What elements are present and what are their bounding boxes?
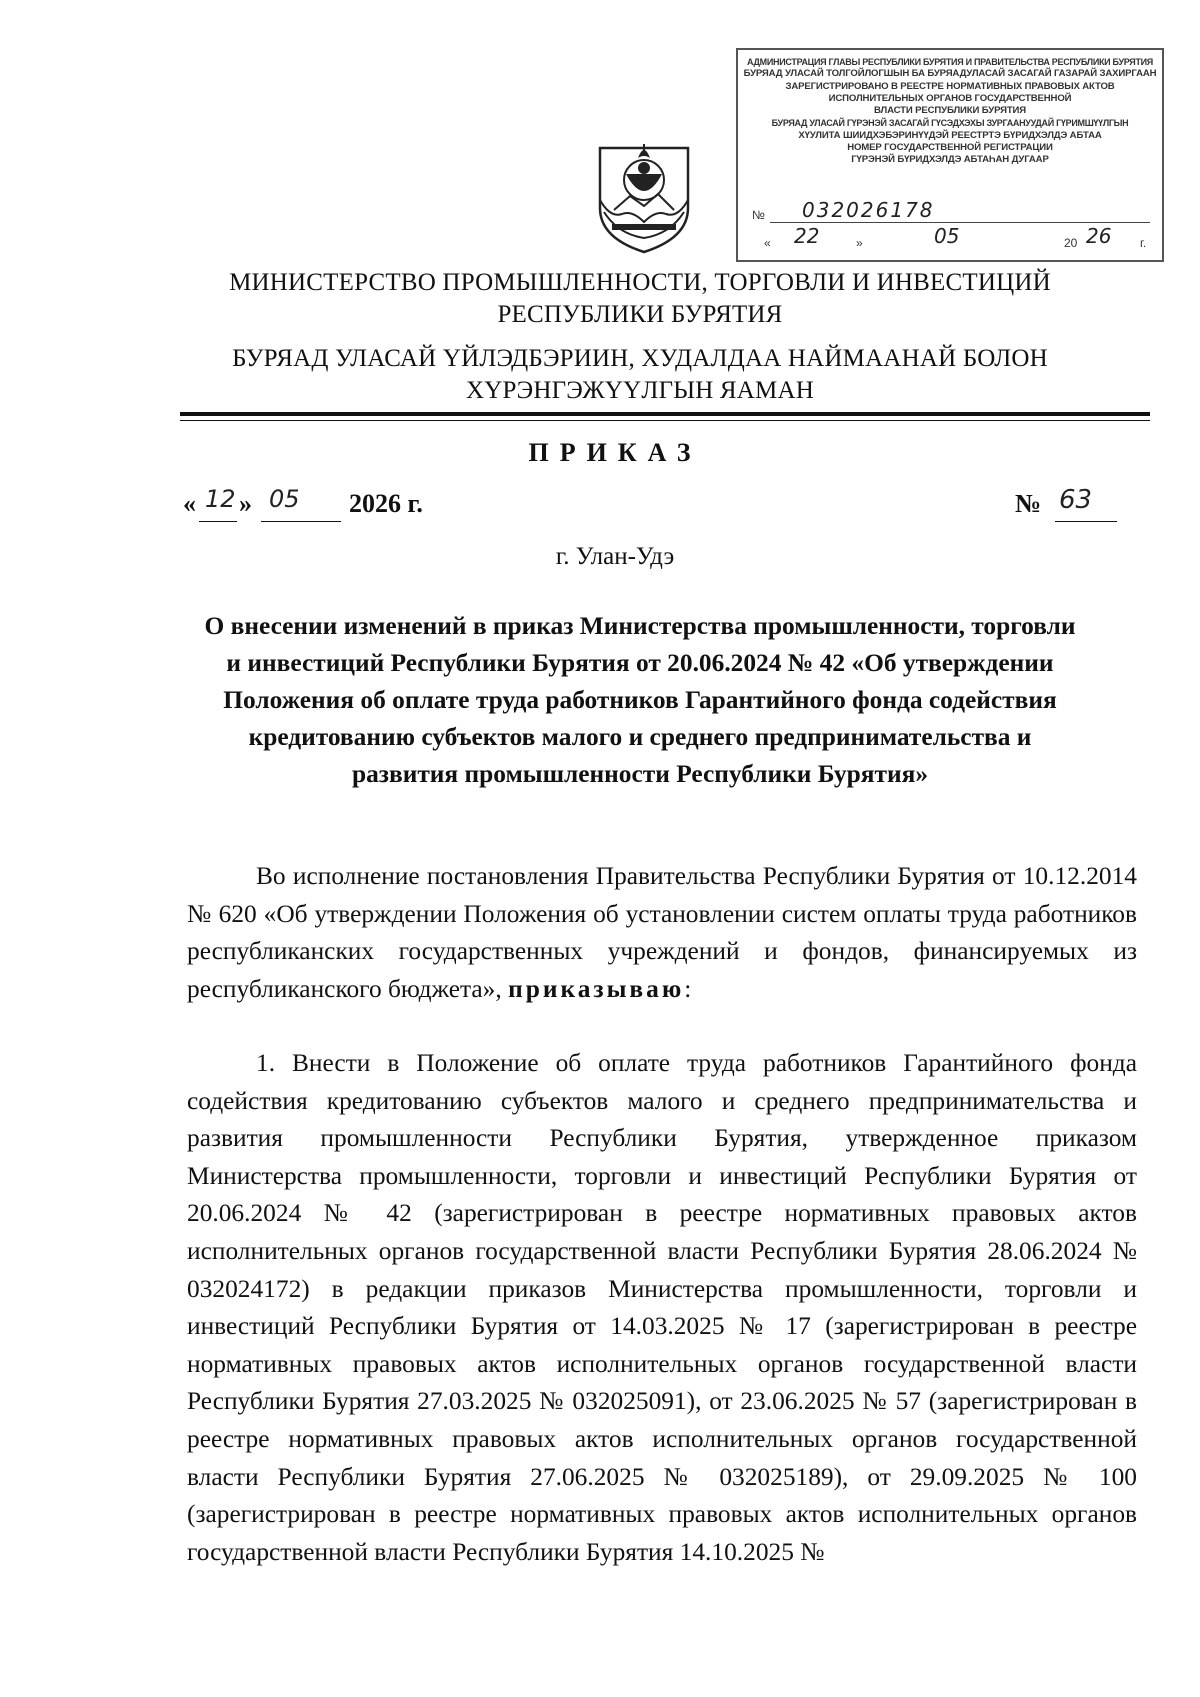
stamp-date-year-mark: г. (1140, 236, 1147, 250)
stamp-date-close-quote: » (856, 236, 863, 250)
number-underline (1055, 521, 1117, 522)
coat-of-arms-emblem (592, 138, 696, 256)
ministry-name-buryat (200, 343, 1080, 407)
stamp-date-month: 05 (934, 224, 960, 248)
stamp-line: БУРЯАД УЛАСАЙ ТОЛГОЙЛОГШЫН БА БУРЯАДУЛАСАЙ ЗАСАГАЙ ГАЗАРАЙ ЗАХИРГААН (743, 68, 1157, 80)
date-close-quote: » (239, 489, 252, 518)
registration-stamp (736, 48, 1164, 262)
date-day-underline (199, 521, 237, 522)
stamp-number-prefix: № (752, 208, 765, 222)
preamble-paragraph (187, 858, 1137, 1008)
stamp-number-underline (770, 222, 1150, 223)
document-type-heading: ПРИКАЗ (528, 438, 702, 467)
stamp-line: ИСПОЛНИТЕЛЬНЫХ ОРГАНОВ ГОСУДАРСТВЕННОЙ (828, 92, 1072, 104)
stamp-line: ВЛАСТИ РЕСПУБЛИКИ БУРЯТИЯ (873, 105, 1027, 117)
ministry-name-ru-line1: МИНИСТЕРСТВО ПРОМЫШЛЕННОСТИ, ТОРГОВЛИ И ИНВЕСТИЦИЙ (229, 269, 1051, 296)
date-month: 05 (269, 485, 300, 513)
stamp-date-year-suffix: 26 (1086, 224, 1112, 248)
header-divider-thick (180, 412, 1150, 416)
preamble-text: Во исполнение постановления Правительства Республики Бурятия от 10.12.2014 № 620 «Об утверждении Положения об установлении систем оплаты труда работников республиканских государственных учреждений и фондов, финансируемых из республиканского бюджета», (187, 862, 1137, 1003)
stamp-line: ГҮРЭНЭЙ БҮРИДХЭЛДЭ АБТАҺАН ДУГААР (851, 154, 1049, 166)
ministry-name-ru-line2: РЕСПУБЛИКИ БУРЯТИЯ (497, 301, 783, 328)
order-colon: : (684, 974, 692, 1003)
date-month-underline (261, 521, 341, 522)
order-word: приказываю (508, 974, 685, 1003)
stamp-line: АДМИНИСТРАЦИЯ ГЛАВЫ РЕСПУБЛИКИ БУРЯТИЯ И ПРАВИТЕЛЬСТВА РЕСПУБЛИКИ БУРЯТИЯ (747, 57, 1153, 67)
ministry-name-bu-line1: БУРЯАД УЛАСАЙ ҮЙЛЭДБЭРИИН, ХУДАЛДАА НАЙМААНАЙ БОЛОН (232, 345, 1048, 372)
number-prefix: № (1015, 489, 1042, 518)
date-open-quote: « (183, 489, 196, 518)
document-number (1015, 485, 1093, 519)
document-title: О внесении изменений в приказ Министерства промышленности, торговли и инвестиций Республики Бурятия от 20.06.2024 № 42 «Об утверждении Положения об оплате труда работников Гарантийного фонда содействия кредитованию субъектов малого и среднего предпринимательства и развития промышленности Республики Бурятия» (204, 612, 1076, 788)
header-divider-thin (180, 420, 1150, 421)
item-1-paragraph (187, 1045, 1137, 1571)
stamp-line: НОМЕР ГОСУДАРСТВЕННОЙ РЕГИСТРАЦИИ (847, 142, 1053, 154)
stamp-line: ХҮУЛИТА ШИИДХЭБЭРИНҮҮДЭЙ РЕЕСТРТЭ БҮРИДХЭЛДЭ АБТАА (798, 129, 1102, 141)
number-value: 63 (1059, 485, 1093, 515)
city: г. Улан-Удэ (555, 543, 675, 570)
stamp-line: БУРЯАД УЛАСАЙ ГҮРЭНЭЙ ЗАСАГАЙ ГҮСЭДХЭХЫ ЗУРГААНУУДАЙ ГҮРИМШҮҮЛГЫН (771, 118, 1129, 129)
stamp-registration-number-row (752, 198, 935, 222)
stamp-line: ЗАРЕГИСТРИРОВАНО В РЕЕСТРЕ НОРМАТИВНЫХ ПРАВОВЫХ АКТОВ (785, 80, 1115, 92)
ministry-name-ru (200, 267, 1080, 331)
stamp-registration-number: 032026178 (802, 198, 935, 222)
stamp-date-year-prefix: 20 (1064, 236, 1078, 250)
date-day: 12 (205, 485, 236, 513)
date-year: 2026 г. (349, 489, 423, 518)
stamp-date-day: 22 (794, 224, 820, 248)
stamp-date-open-quote: « (764, 236, 771, 250)
item-1-text: 1. Внести в Положение об оплате труда работников Гарантийного фонда содействия кредитованию субъектов малого и среднего предпринимательства и развития промышленности Республики Бурятия, утвержденное приказом Министерства промышленности, торговли и инвестиций Республики Бурятия от 20.06.2024 № 42 (зарегистрирован в реестре нормативных правовых актов исполнительных органов государственной власти Республики Бурятия 28.06.2024 № 032024172) в редакции приказов Министерства промышленности, торговли и инвестиций Республики Бурятия от 14.03.2025 № 17 (зарегистрирован в реестре нормативных правовых актов исполнительных органов государственной власти Республики Бурятия 27.03.2025 № 032025091), от 23.06.2025 № 57 (зарегистрирован в реестре нормативных правовых актов исполнительных органов государственной власти Республики Бурятия 27.06.2025 № 032025189), от 29.09.2025 № 100 (зарегистрирован в реестре нормативных правовых актов исполнительных органов государственной власти Республики Бурятия 14.10.2025 № (187, 1049, 1137, 1566)
ministry-name-bu-line2: ХҮРЭНГЭЖҮҮЛГЫН ЯАМАН (466, 377, 814, 404)
